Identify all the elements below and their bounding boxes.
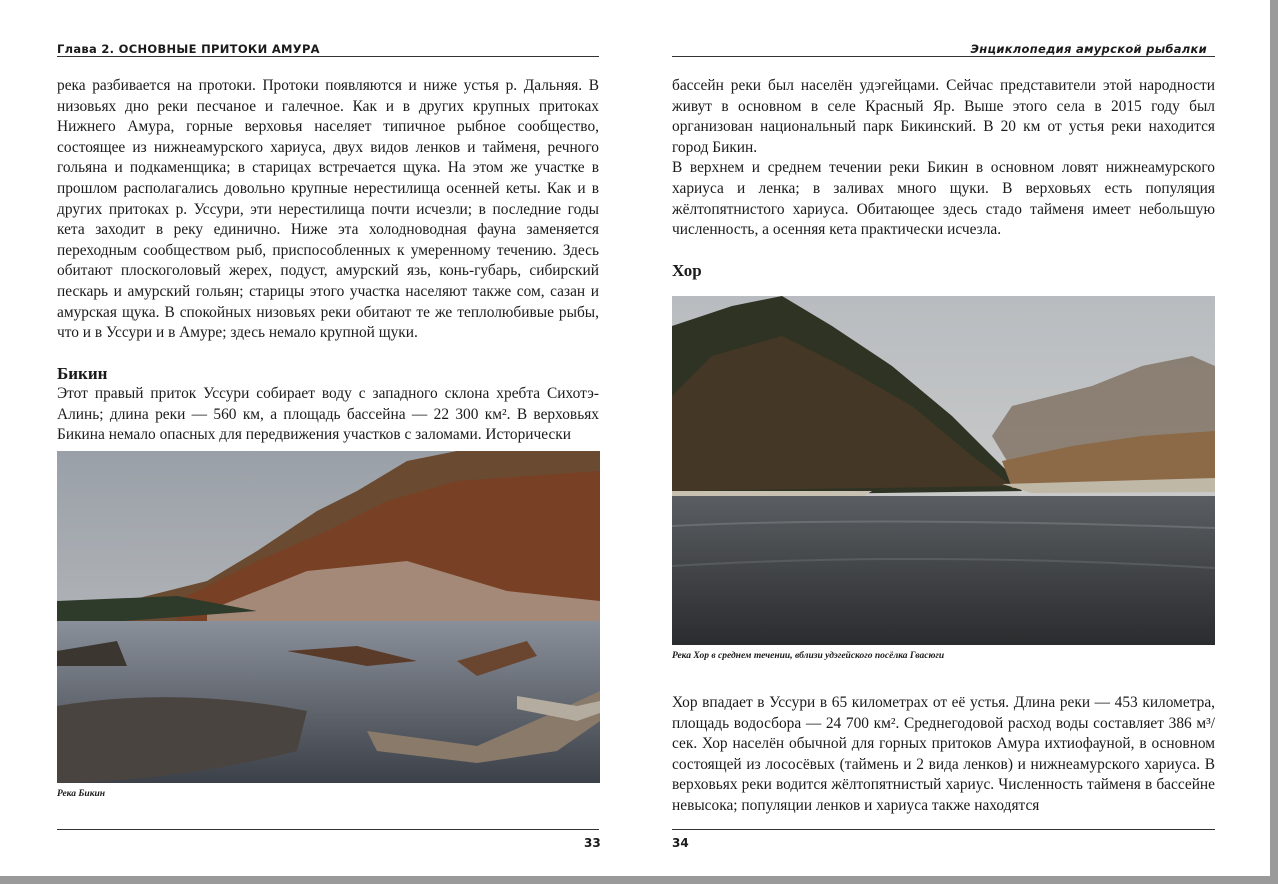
page-number-left: 33 [584, 836, 601, 850]
section-title-khor: Хор [672, 261, 702, 280]
right-body-text [672, 76, 1215, 241]
khor-river-photo [672, 296, 1215, 645]
footer-rule-right [672, 829, 1215, 830]
section-title-bikin: Бикин [57, 364, 108, 383]
bikin-river-photo [57, 451, 600, 783]
khor-photo-caption: Река Хор в среднем течении, вблизи удэгейского посёлка Гвасюги [672, 651, 945, 661]
bikin-paragraph: Этот правый приток Уссури собирает воду с западного склона хребта Сихотэ-Алинь; длина реки — 560 км, а площадь бассейна — 22 300 км². В верховьях Бикина немало опасных для передвижения участков с заломами. Исторически [57, 385, 599, 444]
left-body-text [57, 76, 599, 344]
left-paragraph: река разбивается на протоки. Протоки появляются и ниже устья р. Дальняя. В низовьях дно реки песчаное и галечное. Как и в других крупных притоках Нижнего Амура, горные верховья населяет типичное рыбное сообщество, состоящее из нижнеамурского хариуса, двух видов ленков и тайменя, речного гольяна и подкаменщика; в старицах встречается щука. На этом же участке в прошлом располагались довольно крупные нерестилища осенней кеты. Как и в других притоках р. Уссури, эти нерестилища почти исчезли; в последние годы кета заходит в реку единично. Ниже эта холодноводная фауна заменяется переходным сообществом рыб, приспособленных к умеренному течению. Здесь обитают плоскоголовый жерех, подуст, амурский язь, конь-губарь, сибирский пескарь и амурский гольян; старицы этого участка населяют также сом, сазан и амурская щука. В спокойных низовьях реки обитают те же теплолюбивые рыбы, что и в Уссури и в Амуре; здесь немало крупной щуки. [57, 77, 599, 342]
right-paragraph-2: В верхнем и среднем течении реки Бикин в основном ловят нижнеамурского хариуса и ленка; в заливах много щуки. В верховьях есть популяция жёлтопятнистого хариуса. Обитающее здесь стадо тайменя имеет небольшую численность, а осенняя кета практически исчезла. [672, 159, 1215, 239]
header-rule-right [672, 56, 1215, 57]
right-paragraph-1: бассейн реки был населён удэгейцами. Сейчас представители этой народности живут в основном в селе Красный Яр. Выше этого села в 2015 году был организован национальный парк Бикинский. В 20 км от устья реки находится город Бикин. [672, 77, 1215, 156]
running-head-left: Глава 2. ОСНОВНЫЕ ПРИТОКИ АМУРА [57, 42, 320, 56]
header-rule-left [57, 56, 599, 57]
running-head-right: Энциклопедия амурской рыбалки [970, 42, 1207, 56]
bikin-photo-caption: Река Бикин [57, 789, 106, 799]
footer-rule-left [57, 829, 599, 830]
khor-body-text [672, 693, 1215, 817]
khor-paragraph: Хор впадает в Уссури в 65 километрах от её устья. Длина реки — 453 километра, площадь водосбора — 24 700 км². Среднегодовой расход воды составляет 386 м³/сек. Хор населён обычной для горных притоков Амура ихтиофауной, в основном состоящей из лососёвых (таймень и 2 вида ленков) и нижнеамурского хариуса. В верховьях реки водится жёлтопятнистый хариус. Численность тайменя в бассейне невысока; популяции ленков и хариуса также находятся [672, 694, 1215, 814]
bikin-body-text [57, 384, 599, 446]
page-number-right: 34 [672, 836, 689, 850]
